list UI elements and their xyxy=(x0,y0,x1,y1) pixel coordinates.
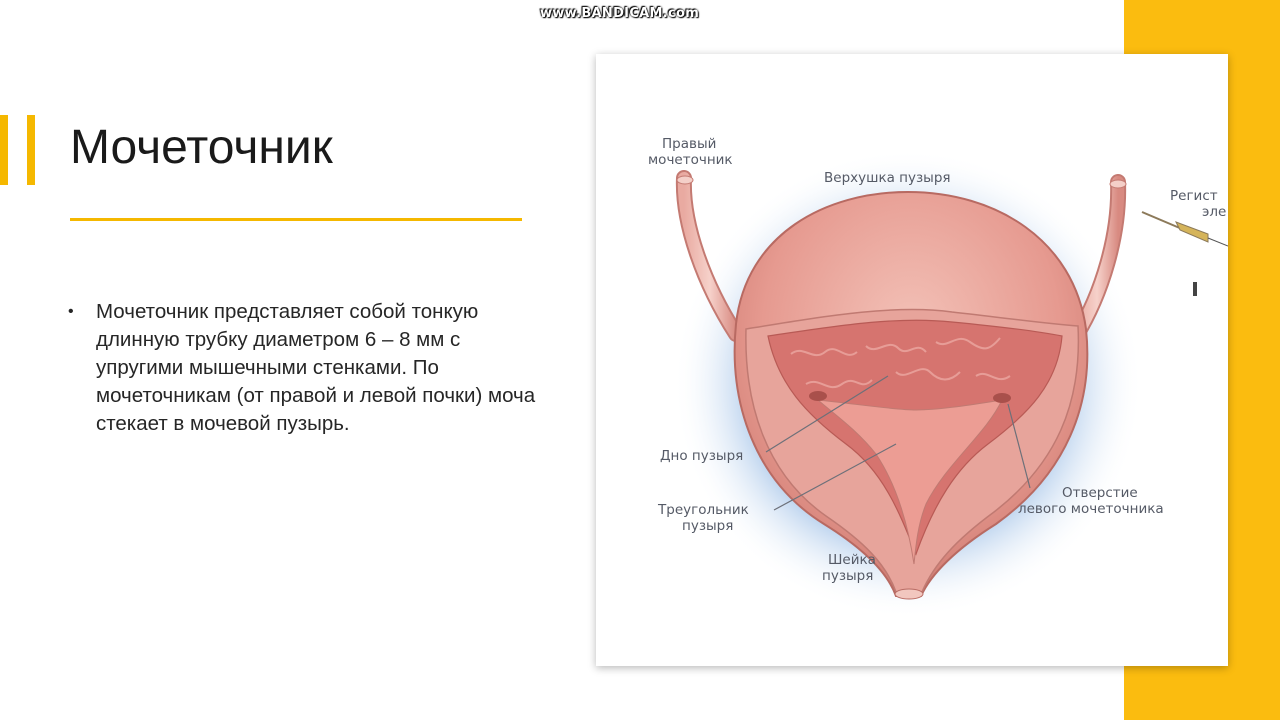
label-fundus: Дно пузыря xyxy=(660,448,744,464)
slide-title: Мочеточник xyxy=(70,121,333,174)
label-neck: пузыря xyxy=(822,568,874,584)
label-apex: Верхушка пузыря xyxy=(824,170,951,186)
bladder-diagram xyxy=(596,54,1228,666)
label-trigone: Треугольник xyxy=(658,502,749,518)
title-accent-bar xyxy=(0,115,8,185)
label-orifice: левого мочеточника xyxy=(1018,501,1164,517)
left-orifice-shape xyxy=(993,393,1011,403)
title-underline xyxy=(70,218,522,221)
bladder-illustration xyxy=(596,54,1228,666)
bullet-list xyxy=(68,298,538,438)
label-cropped: Регист xyxy=(1170,188,1218,204)
label-trigone: пузыря xyxy=(682,518,734,534)
urethra-opening-shape xyxy=(895,589,923,599)
title-accent-bar xyxy=(27,115,35,185)
watermark: www.BANDICAM.com xyxy=(540,6,700,21)
label-right-ureter: Правый xyxy=(662,136,717,152)
bullet-text: Мочеточник представляет собой тонкую длинную трубку диаметром 6 – 8 мм с упругими мышечными стенками. По мочеточникам (от правой и левой почки) моча стекает в мочевой пузырь. xyxy=(96,300,536,435)
right-orifice-shape xyxy=(809,391,827,401)
label-right-ureter: мочеточник xyxy=(648,152,733,168)
label-orifice: Отверстие xyxy=(1062,485,1138,501)
bullet-dot-icon: • xyxy=(68,303,74,320)
label-cropped: эле xyxy=(1202,204,1227,220)
bullet-item xyxy=(68,298,538,438)
label-neck: Шейка xyxy=(828,552,876,568)
